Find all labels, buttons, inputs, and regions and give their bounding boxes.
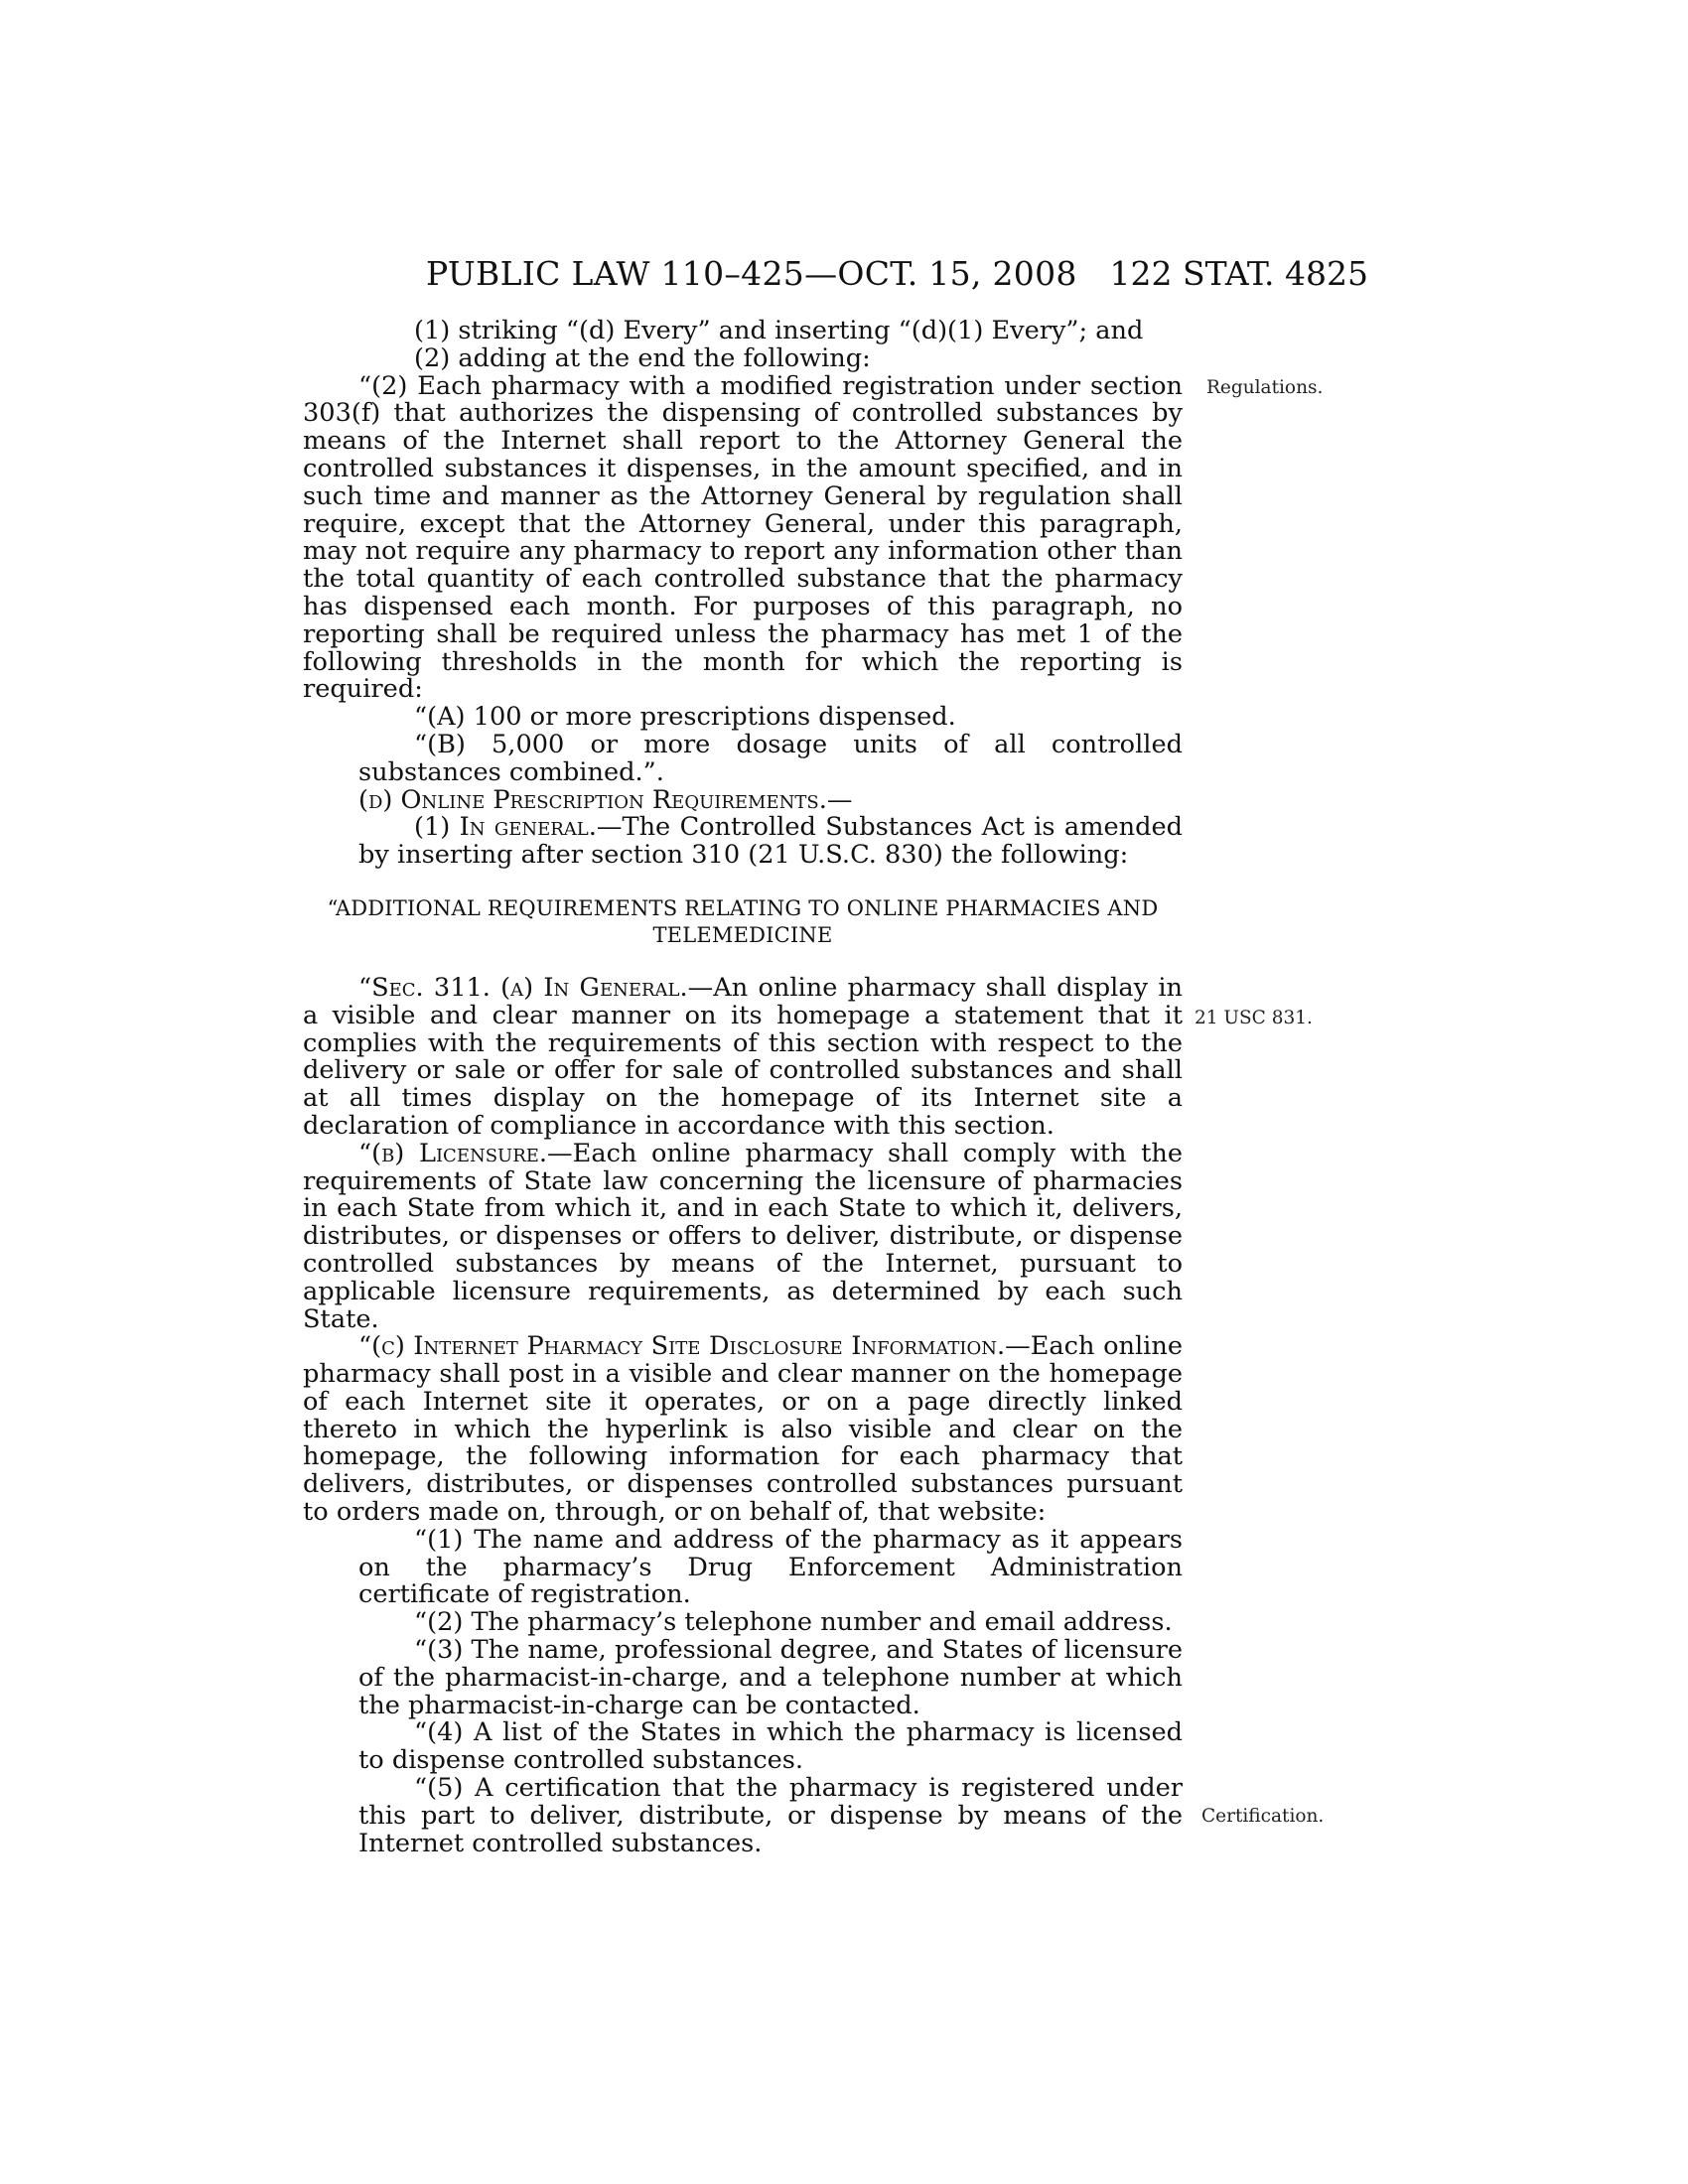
section-311-b-label: “(b) Licensure. bbox=[358, 1138, 548, 1168]
paragraph-threshold-b: “(B) 5,000 or more dosage units of all controlled substances combined.”. bbox=[358, 729, 1183, 787]
page-header bbox=[0, 254, 1688, 294]
section-311-a-text: —An online pharmacy shall display in a visible and clear manner on its homepage a statement that it complies with the requirements of this section with respect to the delivery or sale or offer for sale of controlled substances and shall at all times display on the homepage of its Internet site a declaration of compliance in accordance with this section. bbox=[303, 972, 1184, 1141]
section-311-b bbox=[303, 1138, 1183, 1334]
disclosure-item-5: “(5) A certification that the pharmacy is registered under this part to deliver, distribute, or dispense by means of the Internet controlled substances. bbox=[358, 1773, 1183, 1858]
main-text-column bbox=[303, 318, 1183, 1857]
disclosure-item-4: “(4) A list of the States in which the pharmacy is licensed to dispense controlled substances. bbox=[358, 1717, 1183, 1776]
paragraph-threshold-a: “(A) 100 or more prescriptions dispensed. bbox=[414, 702, 956, 733]
disclosure-item-2: “(2) The pharmacy’s telephone number and email address. bbox=[414, 1607, 1173, 1638]
in-general-label: (1) In general. bbox=[414, 812, 597, 843]
section-311-b-text: —Each online pharmacy shall comply with the requirements of State law concerning the licensure of pharmacies in each State from which it, and in each State to which it, delivers, distributes, or dispenses or offers to deliver, distribute, or dispense controlled substances by means of the Internet, pursuant to applicable licensure requirements, as determined by each such State. bbox=[303, 1138, 1183, 1334]
section-311-c bbox=[303, 1333, 1183, 1527]
paragraph-adding: (2) adding at the end the following: bbox=[414, 342, 871, 373]
margin-note-regulations: Regulations. bbox=[1206, 377, 1324, 398]
paragraph-reporting: “(2) Each pharmacy with a modified registration under section 303(f) that authorizes the dispensing of controlled substances by means of the Internet shall report to the Attorney General the controlled substances it dispenses, in the amount specified, and in such time and manner as the Attorney General by regulation shall require, except that the Attorney General, under this paragraph, may not require any pharmacy to report any information other than the total quantity of each controlled substance that the pharmacy has dispensed each month. For purposes of this paragraph, no reporting shall be required unless the pharmacy has met 1 of the following thresholds in the month for which the reporting is required: bbox=[303, 370, 1183, 705]
section-heading: “ADDITIONAL REQUIREMENTS RELATING TO ONLINE PHARMACIES AND TELEMEDICINE bbox=[327, 895, 1159, 947]
header-law-citation: PUBLIC LAW 110–425—OCT. 15, 2008 bbox=[426, 254, 1077, 293]
paragraph-striking: (1) striking “(d) Every” and inserting “(d)(1) Every”; and bbox=[414, 316, 1144, 345]
disclosure-item-1: “(1) The name and address of the pharmacy as it appears on the pharmacy’s Drug Enforcement Administration certificate of registration. bbox=[358, 1524, 1183, 1610]
section-311-a bbox=[303, 972, 1184, 1141]
in-general-text: —The Controlled Substances Act is amended by inserting after section 310 (21 U.S.C. 830) the following: bbox=[358, 812, 1184, 871]
margin-note-certification: Certification. bbox=[1201, 1806, 1325, 1827]
subsection-d-label: (d) Online Prescription Requirements.— bbox=[358, 784, 853, 815]
section-311-c-text: —Each online pharmacy shall post in a visible and clear manner on the homepage of each Internet site it operates, or on a page directly linked thereto in which the hyperlink is also visible and clear on the homepage, the following information for each pharmacy that delivers, distributes, or dispenses controlled substances pursuant to orders made on, through, or on behalf of, that website: bbox=[303, 1331, 1183, 1528]
section-311-c-label: “(c) Internet Pharmacy Site Disclosure Information. bbox=[358, 1331, 1006, 1362]
margin-note-usc: 21 USC 831. bbox=[1195, 1008, 1313, 1028]
section-311-a-label: “Sec. 311. (a) In General. bbox=[358, 972, 688, 1003]
disclosure-item-3: “(3) The name, professional degree, and States of licensure of the pharmacist-in-charge, and a telephone number at which the pharmacist-in-charge can be contacted. bbox=[358, 1635, 1183, 1720]
header-statute-page: 122 STAT. 4825 bbox=[1109, 254, 1368, 293]
paragraph-in-general bbox=[303, 814, 1183, 870]
subsection-d-heading bbox=[303, 784, 1183, 815]
